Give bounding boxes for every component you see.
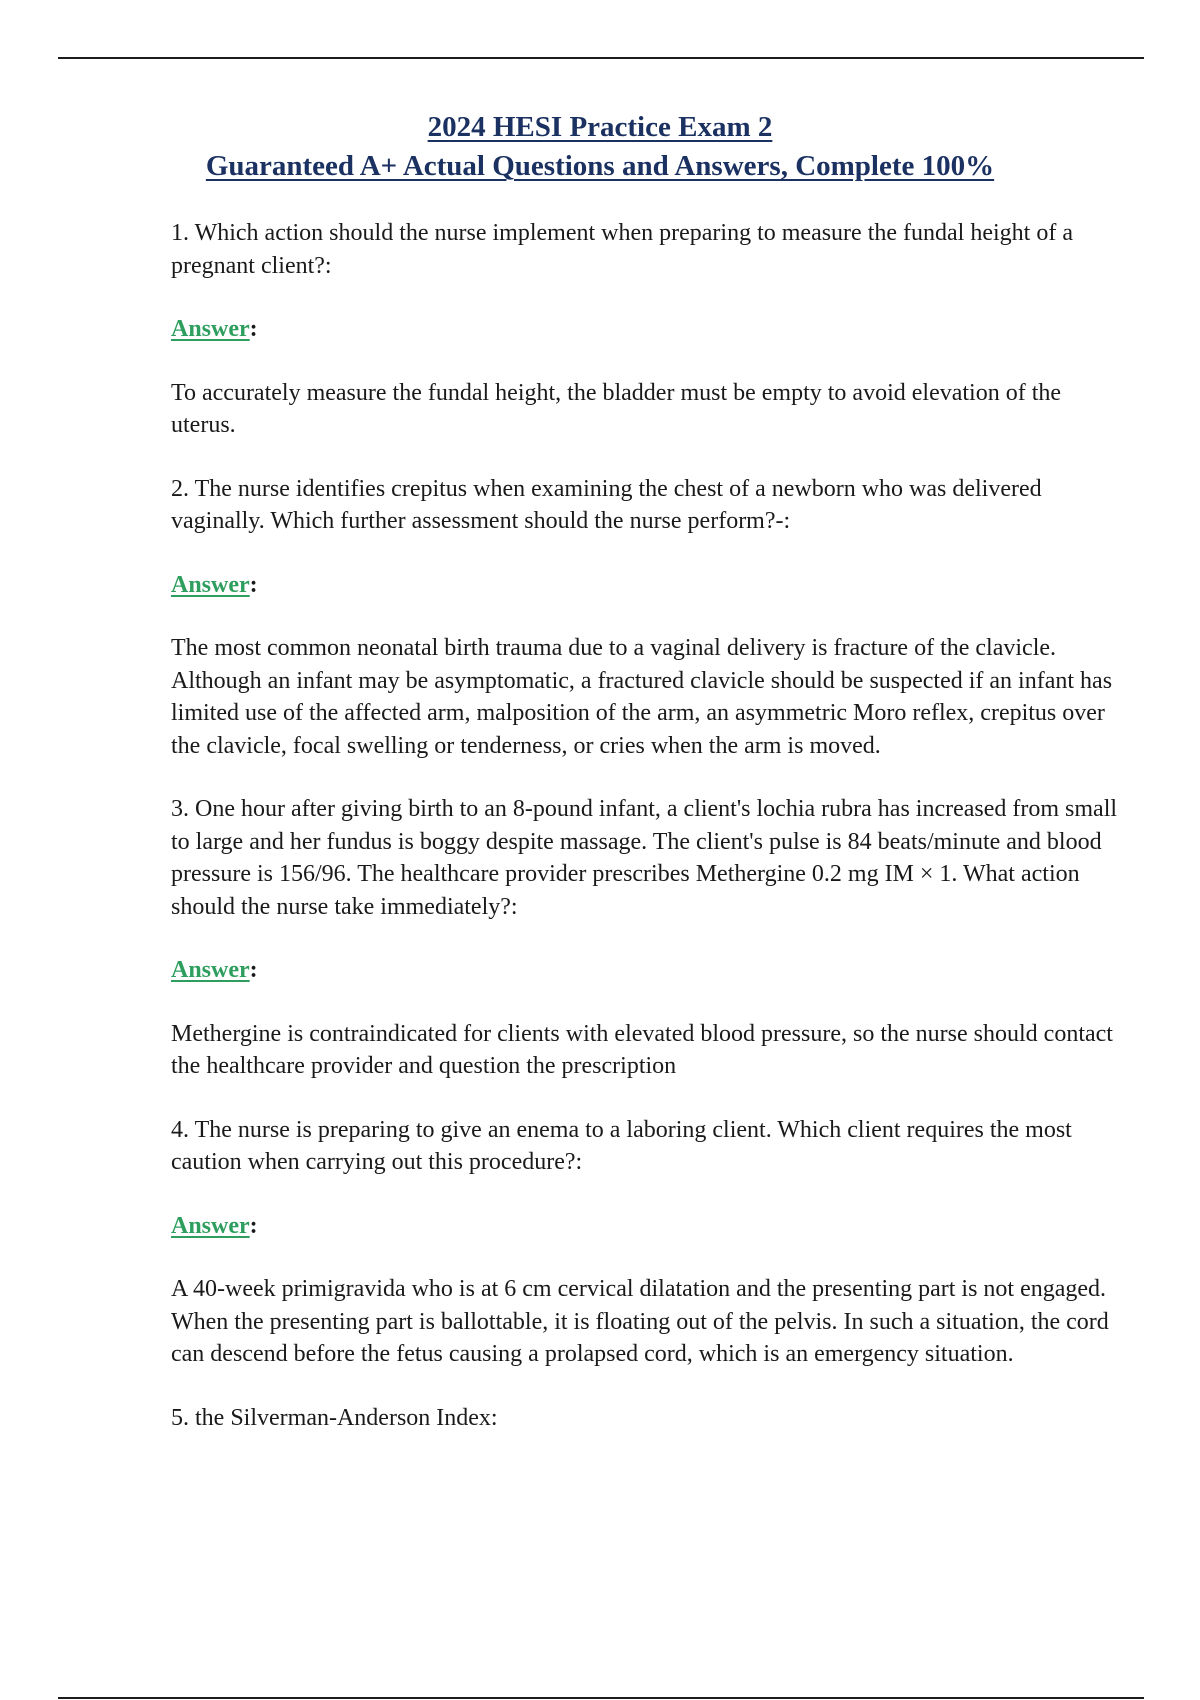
answer-label-2: Answer: (171, 571, 258, 598)
answer-label-4: Answer: (171, 1212, 258, 1239)
qa-item-4 (171, 1114, 1121, 1371)
qa-item-5 (171, 1402, 1121, 1435)
question-3: 3. One hour after giving birth to an 8-pound infant, a client's lochia rubra has increased from small to large and her fundus is boggy despite massage. The client's pulse is 84 beats/minute and blood pressure is 156/96. The healthcare provider prescribes Methergine 0.2 mg IM × 1. What action should the nurse take immediately?: (171, 796, 1118, 920)
document-header (0, 108, 1200, 186)
question-2: 2. The nurse identifies crepitus when examining the chest of a newborn who was delivered vaginally. Which further assessment should the nurse perform?-: (171, 475, 1042, 534)
bottom-rule (58, 1697, 1144, 1699)
answer-4-explanation: When the presenting part is ballottable, it is floating out of the pelvis. In such a situation, the cord can descend before the fetus causing a prolapsed cord, which is an emergency situation. (171, 1308, 1109, 1367)
answer-label-3: Answer: (171, 957, 258, 983)
answer-4: A 40-week primigravida who is at 6 cm cervical dilatation and the presenting part is not engaged. (171, 1276, 1107, 1302)
title-line-2: Guaranteed A+ Actual Questions and Answers, Complete 100% (205, 150, 995, 182)
answer-2: The most common neonatal birth trauma due to a vaginal delivery is fracture of the clavicle. Although an infant may be asymptomatic, a fractured clavicle should be suspected if an infant has limited use of the affected arm, malposition of the arm, an asymmetric Moro reflex, crepitus over the clavicle, focal swelling or tenderness, or cries when the arm is moved. (171, 635, 1113, 759)
answer-label-1: Answer: (171, 316, 258, 342)
top-rule (58, 57, 1144, 59)
answer-1: To accurately measure the fundal height, the bladder must be empty to avoid elevation of the uterus. (171, 379, 1062, 438)
qa-item-2 (171, 473, 1121, 763)
title-line-1: 2024 HESI Practice Exam 2 (427, 111, 773, 143)
question-1: 1. Which action should the nurse implement when preparing to measure the fundal height of a pregnant client?: (171, 220, 1073, 279)
qa-item-3 (171, 793, 1121, 1083)
document-body (171, 217, 1121, 1465)
qa-item-1 (171, 217, 1121, 442)
question-4: 4. The nurse is preparing to give an enema to a laboring client. Which client requires the most caution when carrying out this procedure?: (171, 1116, 1072, 1175)
answer-3: Methergine is contraindicated for clients with elevated blood pressure, so the nurse should contact the healthcare provider and question the prescription (171, 1020, 1113, 1079)
question-5: 5. the Silverman-Anderson Index: (171, 1404, 498, 1431)
